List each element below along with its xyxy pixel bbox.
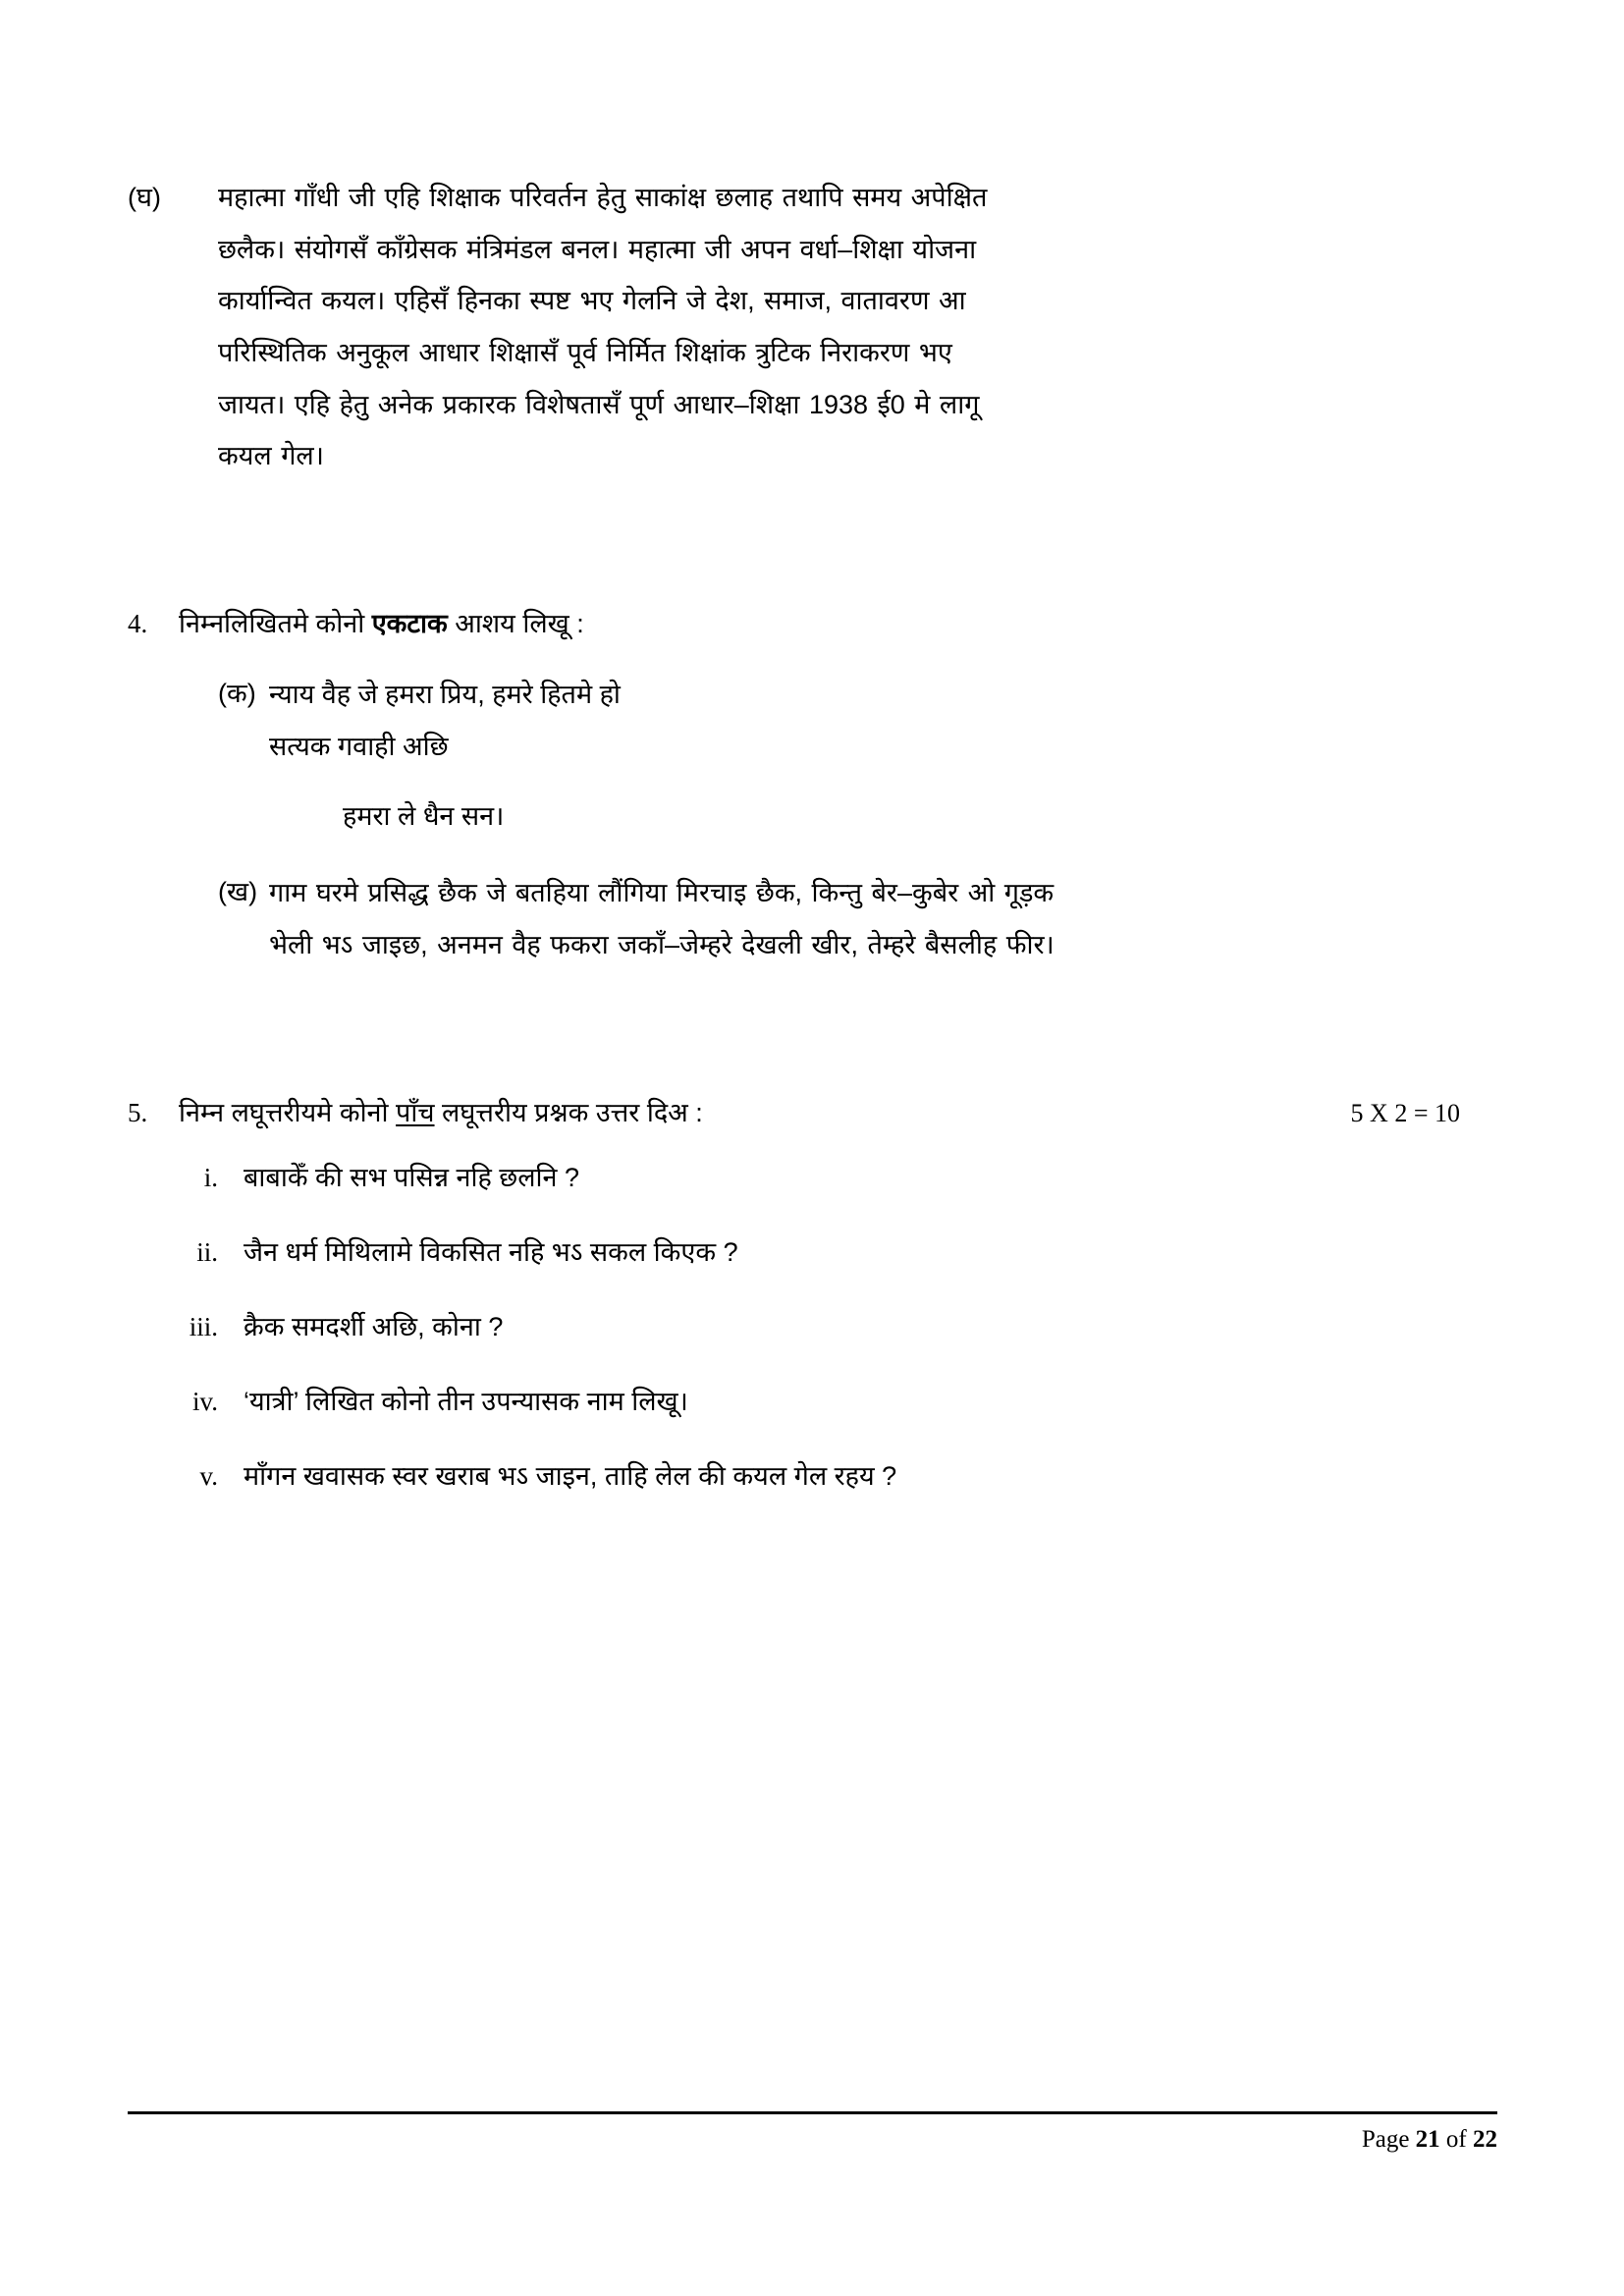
list-item-text: माॅंगन खवासक स्वर खराब भऽ जाइन, ताहि लेल की कयल गेल रहय ? bbox=[244, 1460, 897, 1491]
question-4-body bbox=[179, 600, 1497, 971]
subitem-body bbox=[269, 669, 1497, 842]
question-5-item-list bbox=[128, 1154, 1497, 1502]
footer-page-number: 21 bbox=[1415, 2126, 1440, 2153]
list-item-text: बाबाकेँ की सभ पसिन्न नहि छलनि ? bbox=[244, 1163, 580, 1193]
paragraph-line: परिस्थितिक अनुकूल आधार शिक्षासँ पूर्व निर्मित शिक्षांक त्रुटिक निराकरण भए bbox=[218, 337, 952, 367]
question-5-stem bbox=[179, 1089, 703, 1137]
question-5-stem-before: निम्न लघूत्तरीयमे कोनो bbox=[179, 1097, 397, 1127]
page-content bbox=[128, 172, 1497, 1527]
poem-line: सत्यक गवाही अछि bbox=[269, 732, 449, 762]
question-5-stem-underline: पाँच bbox=[396, 1097, 435, 1127]
paragraph-line: कयल गेल। bbox=[218, 441, 324, 471]
list-item bbox=[128, 1229, 1497, 1278]
question-5-stem-after: लघूत्तरीय प्रश्नक उत्तर दिअ : bbox=[434, 1097, 703, 1127]
subitem-marker: (ख) bbox=[218, 877, 258, 907]
question-5-number: 5. bbox=[128, 1097, 148, 1127]
question-4-number: 4. bbox=[128, 608, 148, 638]
paragraph-line: गाम घरमे प्रसिद्ध छैक जे बतहिया लौंगिया मिरचाइ छैक, किन्तु बेर–कुबेर ओ गूड़क bbox=[269, 878, 1055, 908]
list-item-text: क्रैक समदर्शी अछि, कोना ? bbox=[244, 1312, 504, 1342]
subitem-marker: (क) bbox=[218, 679, 256, 709]
poem-line: न्याय वैह जे हमरा प्रिय, हमरे हितमे हो bbox=[269, 680, 621, 710]
list-item-number: ii. bbox=[196, 1237, 218, 1268]
question-5-marks: 5 X 2 = 10 bbox=[1350, 1098, 1460, 1127]
paragraph-line: महात्मा गाँधी जी एहि शिक्षाक परिवर्तन हेतु साकांक्ष छलाह तथापि समय अपेक्षित bbox=[218, 183, 988, 212]
question-4-stem-before: निम्नलिखितमे कोनो bbox=[179, 608, 372, 638]
page-footer bbox=[128, 2126, 1497, 2154]
paragraph-line: कार्यान्वित कयल। एहिसँ हिनका स्पष्ट भए गेलनि जे देश, समाज, वातावरण आ bbox=[218, 286, 966, 316]
spacer bbox=[128, 971, 1497, 1089]
list-item bbox=[128, 1154, 1497, 1203]
list-item-number: iii. bbox=[189, 1312, 218, 1342]
footer-divider bbox=[128, 2111, 1497, 2114]
poem-line-indented: हमरा ले धैन सन। bbox=[343, 800, 505, 831]
list-item-text: जैन धर्म मिथिलामे विकसित नहि भऽ सकल किएक ? bbox=[244, 1237, 738, 1268]
list-item-number: iv. bbox=[192, 1387, 218, 1417]
paragraph-line: जायत। एहि हेतु अनेक प्रकारक विशेषतासँ पूर्ण आधार–शिक्षा 1938 ई0 मे लागू bbox=[218, 389, 980, 419]
list-item bbox=[128, 1378, 1497, 1427]
paragraph-line: छलैक। संयोगसँ काॅंग्रेसक मंत्रिमंडल बनल। महात्मा जी अपन वर्धा–शिक्षा योजना bbox=[218, 234, 977, 264]
paragraph-line: भेली भऽ जाइछ, अनमन वैह फकरा जकाँ–जेम्हरे देखली खीर, तेम्हरे बैसलीह फीर। bbox=[269, 930, 1055, 959]
list-item-number: v. bbox=[199, 1460, 218, 1491]
question-4-stem-bold: एकटाक bbox=[371, 608, 448, 638]
question-4-subitem-kha bbox=[179, 867, 1497, 970]
footer-total-pages: 22 bbox=[1473, 2126, 1497, 2153]
section-gha-body bbox=[218, 172, 1497, 482]
question-4-stem-after: आशय लिखू : bbox=[447, 608, 584, 638]
list-item bbox=[128, 1452, 1497, 1502]
list-item bbox=[128, 1303, 1497, 1352]
section-gha bbox=[128, 172, 1497, 482]
section-gha-marker: (घ) bbox=[128, 183, 161, 212]
question-5-header bbox=[179, 1089, 1497, 1137]
subitem-body bbox=[269, 867, 1497, 970]
spacer bbox=[128, 482, 1497, 600]
footer-middle: of bbox=[1439, 2126, 1473, 2153]
question-4-stem bbox=[179, 600, 1497, 648]
question-5 bbox=[128, 1089, 1497, 1137]
list-item-text: ‘यात्री’ लिखित कोनो तीन उपन्यासक नाम लिखू। bbox=[244, 1387, 688, 1417]
footer-prefix: Page bbox=[1361, 2126, 1416, 2153]
question-4 bbox=[128, 600, 1497, 971]
list-item-number: i. bbox=[203, 1163, 218, 1193]
question-4-subitem-ka bbox=[179, 669, 1497, 842]
